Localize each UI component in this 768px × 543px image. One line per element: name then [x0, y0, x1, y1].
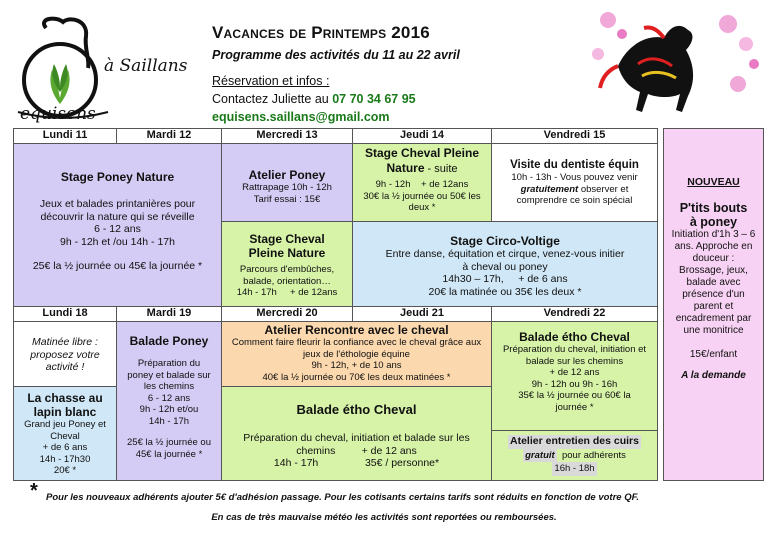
footer-asterisk: * [30, 480, 38, 502]
activity-line: 14h - 17h 35€ / personne* [273, 457, 440, 469]
activity-price: 25€ la ½ journée ou 45€ la journée * [127, 437, 211, 460]
activity-price: 25€ la ½ journée ou 45€ la journée * [32, 260, 203, 272]
reservation-label: Réservation et infos : [212, 74, 330, 88]
day-header-wednesday: Mercredi 13 [221, 128, 353, 144]
matinee-libre [13, 321, 117, 387]
activity-line2: Tarif essai : 15€ [253, 193, 321, 205]
atelier-poney [221, 143, 353, 222]
nouveau-ptits-bouts [663, 128, 764, 481]
activity-desc: Préparation du cheval, initiation et balade sur les chemins + de 12 ans [243, 432, 473, 457]
day-header-friday: Vendredi 15 [491, 128, 658, 144]
activity-title: Stage Poney Nature [60, 170, 175, 184]
activity-desc: Préparation du cheval, initiation et balade sur les chemins [502, 344, 647, 367]
activity-line1: 10h - 13h - Vous pouvez venir [511, 172, 638, 183]
stage-poney-nature [13, 143, 222, 307]
activity-desc: Entre danse, équitation et cirque, venez-vous initier à cheval ou poney [385, 248, 625, 273]
day-header-monday: Lundi 18 [13, 306, 117, 322]
atelier-rencontre [221, 321, 492, 387]
activity-title: Atelier Rencontre avec le cheval [264, 323, 449, 337]
activity-title: Balade étho Cheval [519, 330, 630, 344]
day-header-thursday: Jeudi 21 [352, 306, 492, 322]
day-header-monday: Lundi 11 [13, 128, 117, 144]
activity-line2: 14h - 17h + de 12ans [236, 287, 338, 298]
activity-age: 6 - 12 ans [94, 223, 141, 235]
phone-number[interactable]: 07 70 34 67 95 [332, 92, 416, 106]
activity-desc: Préparation du poney et balade sur les chemins [127, 358, 211, 392]
activity-hours: 9h - 12h et /ou 14h - 17h [59, 235, 175, 248]
balade-etho-cheval-vendredi [491, 321, 658, 431]
footer-note-2: En cas de très mauvaise météo les activités sont reportées ou remboursées. [211, 512, 557, 523]
activity-title: La chasse au lapin blanc [27, 391, 103, 419]
activity-suffix: pour adhérents [556, 449, 626, 461]
activity-desc: Grand jeu Poney et Cheval [24, 419, 106, 442]
activity-title: Stage Circo-Voltige [450, 234, 560, 248]
activity-line1: 9h - 12h, + de 10 ans [311, 360, 402, 371]
activity-desc: Matinée libre : proposez votre activité ! [30, 336, 100, 373]
activity-free: gratuit [525, 449, 555, 461]
balade-poney [116, 321, 222, 481]
activity-line1: 14h30 – 17h, + de 6 ans [442, 273, 568, 285]
activity-price: 15€/enfant [689, 348, 738, 360]
activity-line2: 30€ la ½ journée ou 50€ les deux * [363, 190, 481, 213]
activity-title: Stage Cheval Pleine Nature [364, 146, 480, 175]
activity-title: Atelier Poney [248, 168, 326, 182]
subtitle: Programme des activités du 11 au 22 avril [212, 48, 460, 62]
day-header-friday: Vendredi 22 [491, 306, 658, 322]
logo-place: à Saillans [104, 56, 188, 76]
horse-papercut-icon [578, 4, 764, 122]
stage-circo-voltige [352, 221, 658, 307]
activity-age: 6 - 12 ans [147, 392, 191, 404]
horse-illustration [578, 4, 764, 122]
day-header-wednesday: Mercredi 20 [221, 306, 353, 322]
activity-title: Stage Cheval Pleine Nature [248, 232, 326, 260]
activity-price: 35€ la ½ journée ou 60€ la journée * [518, 390, 631, 413]
activity-desc: Jeux et balades printanières pour découvrir la nature qui se réveille [39, 198, 196, 223]
activity-line2: observer et comprendre ce soin spécial [516, 183, 633, 206]
day-header-thursday: Jeudi 14 [352, 128, 492, 144]
stage-cheval-pleine-nature-suite [352, 143, 492, 222]
activity-age: + de 12 ans [549, 367, 600, 378]
activity-price: 20€ * [53, 465, 77, 476]
activity-line1: 9h - 12h + de 12ans [375, 179, 469, 190]
activity-free: gratuitement [520, 183, 579, 195]
activity-title: Atelier entretien des cuirs [510, 435, 639, 447]
page-title: Vacances de Printemps 2016 [212, 23, 430, 42]
activity-hours: 9h - 12h et/ou 14h - 17h [139, 404, 199, 427]
logo-name: equisens [20, 104, 96, 124]
activity-line1: Parcours d'embûches, balade, orientation… [239, 264, 335, 287]
footer-note-1: Pour les nouveaux adhérents ajouter 5€ d'adhésion passage. Pour les cotisants certains tarifs sont réduits en fonction de votre QF. [46, 492, 639, 503]
contact-prefix: Contactez Juliette au [212, 92, 333, 106]
activity-line2: 20€ la matinée ou 35€ les deux * [428, 285, 582, 298]
activity-suffix: - suite [424, 162, 458, 175]
activity-desc: Comment faire fleurir la confiance avec le cheval grâce aux jeux de l'éthologie équine [231, 337, 482, 360]
day-header-tuesday: Mardi 12 [116, 128, 222, 144]
activity-title: P'tits bouts à poney [679, 200, 748, 229]
activity-desc: Initiation d'1h 3 – 6 ans. Approche en douceur : Brossage, jeux, balade avec présence d'un parent et encadrement par une monitrice [671, 228, 756, 336]
email-link[interactable]: equisens.saillans@gmail.com [212, 110, 390, 124]
stage-cheval-pleine-nature [221, 221, 353, 307]
activity-line1: Rattrapage 10h - 12h [242, 182, 332, 193]
activity-hours: 16h - 18h [554, 463, 595, 474]
activity-age: + de 6 ans [42, 442, 88, 453]
activity-line2: 40€ la ½ journée ou 70€ les deux matinées * [262, 371, 451, 383]
activity-on-demand: A la demande [681, 370, 746, 381]
balade-etho-cheval [221, 386, 492, 481]
activity-hours: 14h - 17h30 [39, 453, 91, 465]
contact-line [212, 92, 416, 106]
atelier-entretien-cuirs [491, 430, 658, 481]
visite-dentiste [491, 143, 658, 222]
activity-title: Visite du dentiste équin [510, 159, 639, 171]
nouveau-label: NOUVEAU [687, 176, 740, 188]
activity-title: Balade Poney [129, 334, 209, 348]
day-header-tuesday: Mardi 19 [116, 306, 222, 322]
activity-title: Balade étho Cheval [296, 402, 417, 417]
chasse-lapin-blanc [13, 386, 117, 481]
activity-hours: 9h - 12h ou 9h - 16h [531, 378, 618, 390]
